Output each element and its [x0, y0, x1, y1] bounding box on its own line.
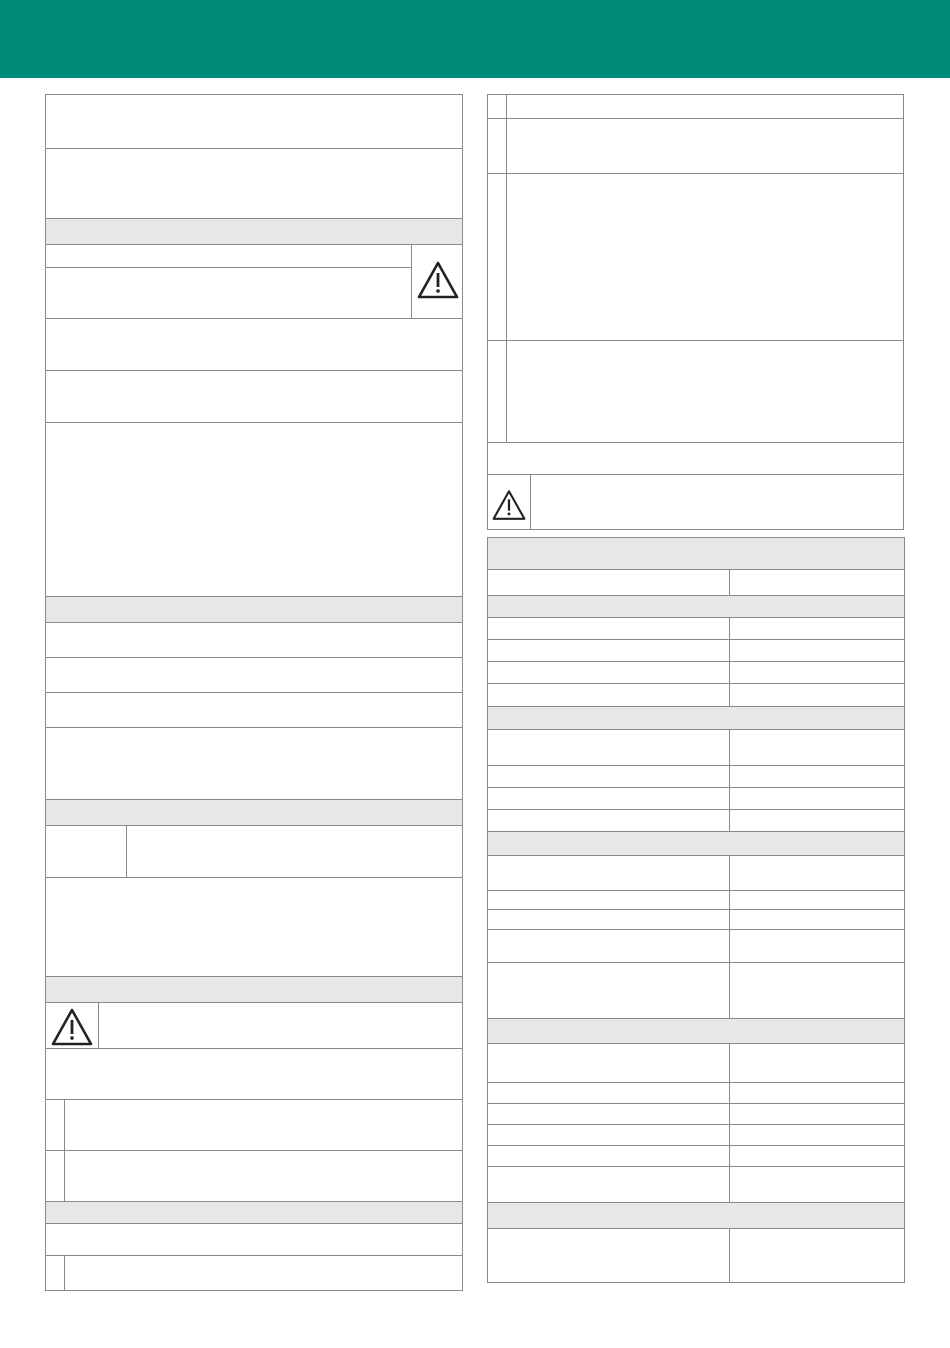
- spec-row: [488, 1082, 904, 1104]
- spec-group-heading: [488, 1202, 904, 1229]
- left-section-11: [46, 1048, 462, 1100]
- spec-row: [488, 909, 904, 930]
- spec-row: [488, 729, 904, 766]
- spec-row: [488, 1166, 904, 1203]
- spec-row: [488, 1043, 904, 1083]
- spec-row: [488, 683, 904, 707]
- left-heading-3: [46, 800, 462, 826]
- left-warning-block-2: [46, 1002, 462, 1049]
- spec-row: [488, 639, 904, 662]
- spec-row: [488, 661, 904, 684]
- left-section-8: [46, 692, 462, 728]
- right-column-upper: [487, 94, 904, 530]
- left-numbered-row-2: [46, 1150, 462, 1202]
- left-heading-1: [46, 218, 462, 245]
- left-column-lower: [45, 799, 463, 1291]
- warning-triangle-icon: [51, 1008, 93, 1046]
- spec-row: [488, 569, 904, 596]
- left-warning-block-1: [46, 244, 462, 319]
- spec-row: [488, 929, 904, 963]
- spec-row: [488, 855, 904, 891]
- left-section-12: [46, 1223, 462, 1256]
- spec-group-heading: [488, 595, 904, 618]
- right-numbered-row-2: [488, 118, 903, 174]
- right-numbered-row-4: [488, 340, 903, 443]
- left-section-6: [46, 622, 462, 658]
- spec-group-heading: [488, 706, 904, 730]
- left-section-2: [46, 148, 462, 219]
- spec-row: [488, 765, 904, 788]
- spec-row: [488, 1124, 904, 1146]
- spec-row: [488, 617, 904, 640]
- spec-row: [488, 890, 904, 910]
- spec-row: [488, 1103, 904, 1125]
- left-numbered-row-1: [46, 1099, 462, 1151]
- warning-triangle-icon: [417, 261, 459, 299]
- spec-group-heading: [488, 831, 904, 856]
- right-section-1: [488, 442, 903, 475]
- spec-group-heading: [488, 1018, 904, 1044]
- spec-table: [487, 537, 905, 1283]
- left-heading-2: [46, 596, 462, 623]
- left-section-5: [46, 422, 462, 597]
- left-heading-5: [46, 1201, 462, 1224]
- spec-row: [488, 1228, 904, 1283]
- spec-row: [488, 809, 904, 832]
- right-numbered-row-1: [488, 95, 903, 119]
- left-numbered-row-3: [46, 1255, 462, 1291]
- left-section-4: [46, 370, 462, 423]
- header-bar: [0, 0, 950, 78]
- left-section-7: [46, 657, 462, 693]
- spec-table-title: [488, 538, 904, 570]
- spec-row: [488, 962, 904, 1019]
- spec-row: [488, 1145, 904, 1167]
- left-section-9: [46, 727, 462, 792]
- right-warning-block: [488, 474, 903, 530]
- left-heading-4: [46, 976, 462, 1003]
- left-split-row: [46, 825, 462, 878]
- left-section-1: [46, 95, 462, 149]
- left-section-3: [46, 318, 462, 371]
- warning-triangle-icon: [492, 489, 526, 521]
- spec-row: [488, 787, 904, 810]
- right-numbered-row-3: [488, 173, 903, 341]
- left-section-10: [46, 877, 462, 977]
